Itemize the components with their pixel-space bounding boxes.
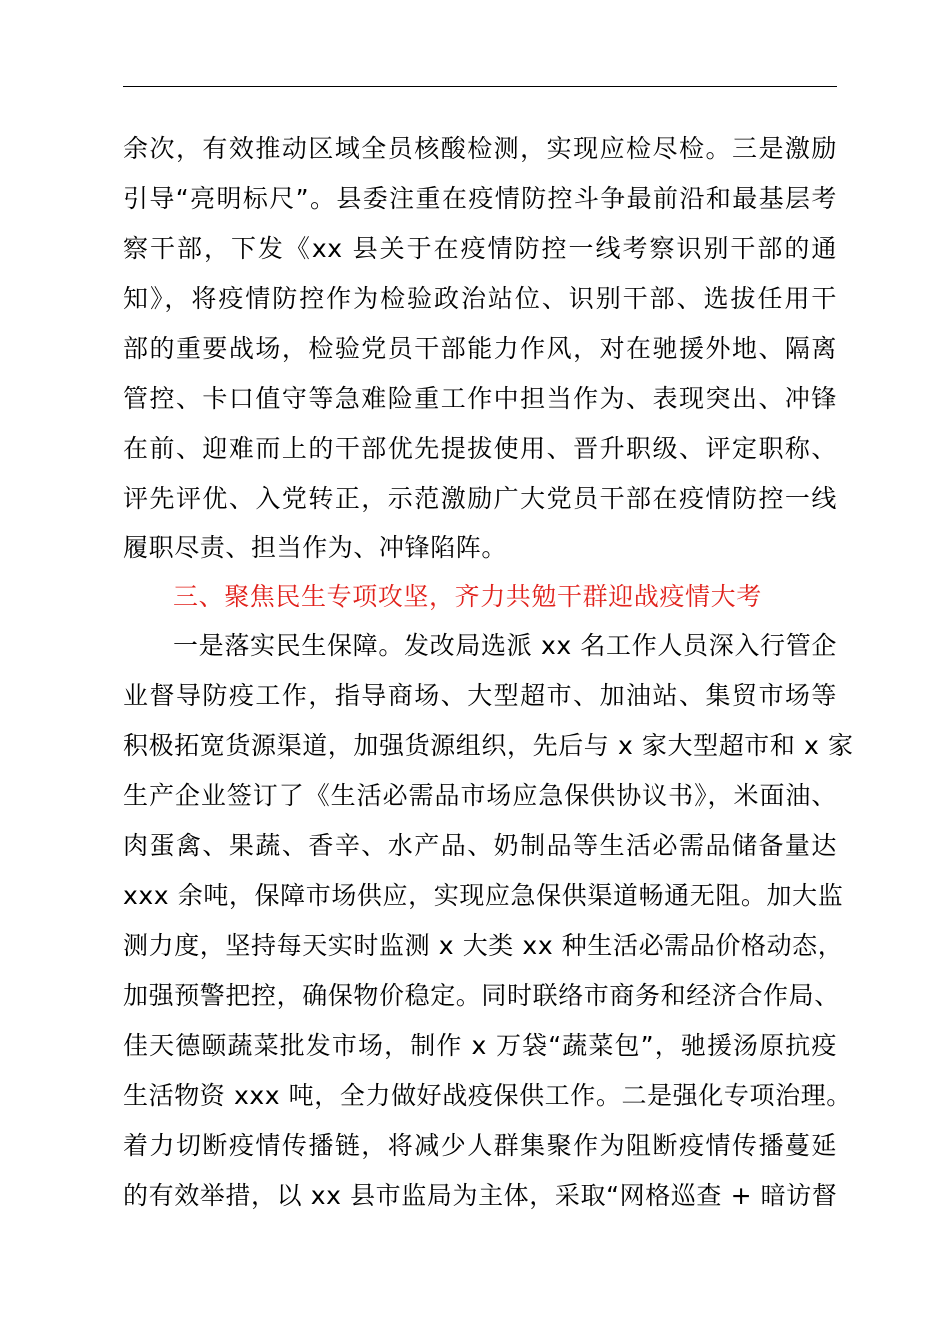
header-rule bbox=[123, 86, 837, 87]
text-line: 着力切断疫情传播链，将减少人群集聚作为阻断疫情传播蔓延 bbox=[123, 1131, 837, 1160]
section-heading: 三、聚焦民生专项攻坚，齐力共勉干群迎战疫情大考 bbox=[173, 582, 762, 611]
text-line: 察干部，下发《xx 县关于在疫情防控一线考察识别干部的通 bbox=[123, 234, 837, 263]
text-line: 积极拓宽货源渠道，加强货源组织，先后与 x 家大型超市和 x 家 bbox=[123, 731, 854, 760]
text-line: 余次，有效推动区域全员核酸检测，实现应检尽检。三是激励 bbox=[123, 134, 837, 163]
text-line: 管控、卡口值守等急难险重工作中担当作为、表现突出、冲锋 bbox=[123, 384, 837, 413]
text-line: 的有效举措，以 xx 县市监局为主体，采取“网格巡查 + 暗访督 bbox=[123, 1181, 838, 1210]
text-line: 肉蛋禽、果蔬、香辛、水产品、奶制品等生活必需品储备量达 bbox=[123, 831, 837, 860]
paragraph-first-line: 一是落实民生保障。发改局选派 xx 名工作人员深入行管企 bbox=[173, 631, 837, 660]
text-line: 业督导防疫工作，指导商场、大型超市、加油站、集贸市场等 bbox=[123, 681, 837, 710]
text-line: 生产企业签订了《生活必需品市场应急保供协议书》，米面油、 bbox=[123, 781, 837, 810]
text-line: xxx 余吨，保障市场供应，实现应急保供渠道畅通无阻。加大监 bbox=[123, 881, 844, 910]
text-line: 加强预警把控，确保物价稳定。同时联络市商务和经济合作局、 bbox=[123, 981, 840, 1010]
text-line: 测力度，坚持每天实时监测 x 大类 xx 种生活必需品价格动态， bbox=[123, 931, 844, 960]
text-line: 生活物资 xxx 吨，全力做好战疫保供工作。二是强化专项治理。 bbox=[123, 1081, 852, 1110]
text-line: 在前、迎难而上的干部优先提拔使用、晋升职级、评定职称、 bbox=[123, 434, 837, 463]
text-line: 部的重要战场，检验党员干部能力作风，对在驰援外地、隔离 bbox=[123, 334, 837, 363]
text-line: 知》，将疫情防控作为检验政治站位、识别干部、选拔任用干 bbox=[123, 284, 837, 313]
text-line: 履职尽责、担当作为、冲锋陷阵。 bbox=[123, 533, 508, 562]
text-line: 佳天德颐蔬菜批发市场，制作 x 万袋“蔬菜包”，驰援汤原抗疫 bbox=[123, 1031, 838, 1060]
text-line: 引导“亮明标尺”。县委注重在疫情防控斗争最前沿和最基层考 bbox=[123, 184, 837, 213]
text-line: 评先评优、入党转正，示范激励广大党员干部在疫情防控一线 bbox=[123, 484, 837, 513]
